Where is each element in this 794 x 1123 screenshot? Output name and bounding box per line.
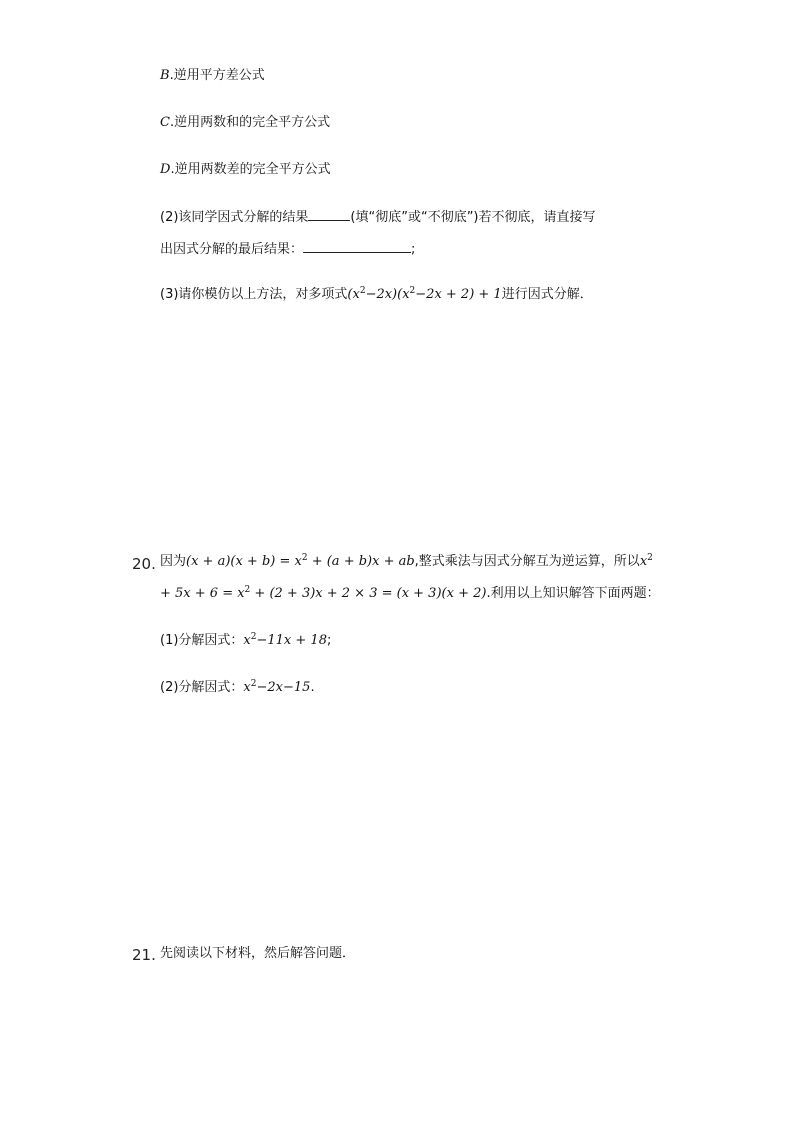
q20-line1-tail: $x^2$ xyxy=(639,553,653,569)
q20-part1-end: ; xyxy=(326,633,332,648)
q19-part2-end: ; xyxy=(411,242,416,257)
q20-line2-text: .利用以上知识解答下面两题： xyxy=(486,586,660,601)
q20-part2-label: (2)分解因式： xyxy=(160,680,244,695)
q21-text: 先阅读以下材料，然后解答问题． xyxy=(160,946,356,961)
answer-blank-1 xyxy=(308,208,350,221)
q19-part2-text-b: (填“彻底”或“不彻底”)若不彻底，请直接写 xyxy=(350,210,596,225)
q20-part1-label: (1)分解因式： xyxy=(160,633,244,648)
q19-part2-line1 xyxy=(160,208,596,227)
option-b-text: .逆用平方差公式 xyxy=(169,68,265,83)
q20-line1-expression: $(x + a)(x + b) = x^2 + (a + b)x$ + ab xyxy=(186,553,415,569)
q19-part3 xyxy=(160,286,593,305)
q19-part3-text-a: (3)请你模仿以上方法，对多项式 xyxy=(160,287,348,302)
q20-line1 xyxy=(160,553,653,572)
q21-number: 21. xyxy=(132,946,156,964)
option-d xyxy=(160,161,331,179)
option-c-letter: C xyxy=(160,115,170,130)
option-c xyxy=(160,114,330,132)
q20-line1-text-a: 因为 xyxy=(160,554,187,569)
q20-part2-expression: $x^2-2x-15$ xyxy=(243,679,311,695)
q20-line1-text-b: ,整式乘法与因式分解互为逆运算，所以 xyxy=(414,554,640,569)
q20-number: 20. xyxy=(132,555,156,573)
option-b xyxy=(160,67,265,85)
q20-line2-expression: + $5x + 6 = x^2 + (2 + 3)x + 2 \times 3 = (x + 3)(x + 2)$ xyxy=(160,585,487,601)
option-b-letter: B xyxy=(160,68,170,83)
q19-part2-line2 xyxy=(160,240,415,259)
q20-part1-expression: $x^2-11x + 18$ xyxy=(243,632,327,648)
q19-part3-text-b: 进行因式分解． xyxy=(501,287,593,302)
option-d-letter: D xyxy=(160,162,171,177)
q20-part1 xyxy=(160,632,331,651)
option-c-text: .逆用两数和的完全平方公式 xyxy=(169,115,331,130)
q19-part3-expression: $(x^2-2x)(x^2-2x + 2) + 1$ xyxy=(347,286,502,302)
option-d-text: .逆用两数差的完全平方公式 xyxy=(170,162,331,177)
q19-part2-text-a: (2)该同学因式分解的结果 xyxy=(160,210,309,225)
q20-part2-end: . xyxy=(310,680,315,695)
q20-line2 xyxy=(160,585,660,604)
q20-part2 xyxy=(160,679,315,698)
q19-part2-text-c: 出因式分解的最后结果： xyxy=(160,242,304,257)
answer-blank-2 xyxy=(303,240,411,253)
